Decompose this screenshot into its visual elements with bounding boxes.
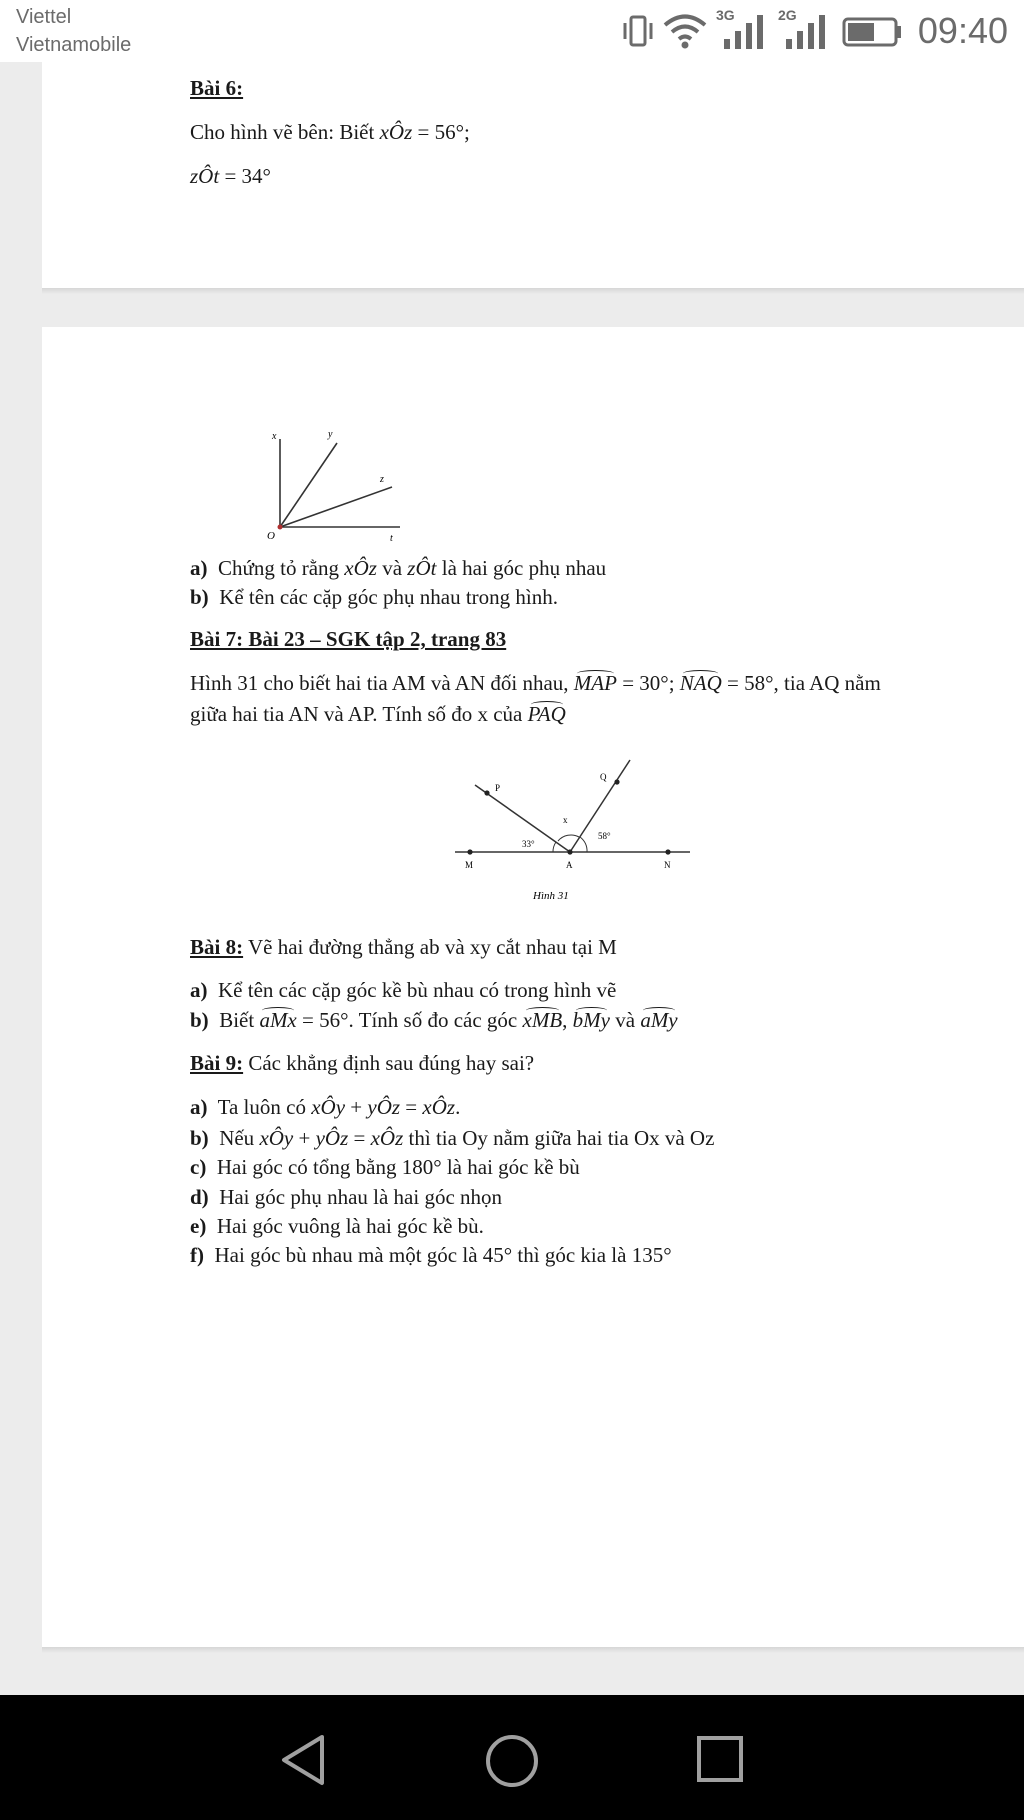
bai8-question-b [190, 1010, 678, 1031]
text: Kể tên các cặp góc phụ nhau trong hình. [219, 585, 558, 609]
label-x: x [272, 431, 277, 442]
recents-button[interactable] [694, 1733, 748, 1787]
text: Hai góc có tổng bằng 180° là hai góc kề bù [216, 1155, 580, 1179]
battery-icon [842, 11, 904, 51]
angle-zot: zÔt [407, 556, 437, 580]
label-58: 58° [598, 831, 611, 841]
point-n [665, 849, 670, 854]
marker: d) [190, 1185, 209, 1209]
angle-xoz: xÔz [379, 120, 413, 144]
text: Ta luôn có [217, 1095, 312, 1119]
angle-yoz: yÔz [367, 1095, 401, 1119]
label-a: A [566, 860, 573, 870]
text: = 58°, tia AQ nằm [721, 671, 881, 695]
text: . [455, 1095, 461, 1119]
bai6-title: Bài 6: [190, 76, 244, 100]
marker: c) [190, 1155, 207, 1179]
marker: e) [190, 1214, 207, 1238]
marker: b) [190, 585, 209, 609]
point-q [614, 779, 619, 784]
text: Hai góc bù nhau mà một góc là 45° thì góc kia là 135° [214, 1243, 672, 1267]
angle-xoz: xÔz [422, 1095, 456, 1119]
text: , [562, 1008, 573, 1032]
signal-2g-icon [776, 9, 830, 53]
text: = [348, 1126, 371, 1150]
text: giữa hai tia AN và AP. Tính số đo x của [190, 702, 528, 726]
marker: a) [190, 1095, 208, 1119]
text: Hình 31 cho biết hai tia AM và AN đối nhau, [190, 671, 574, 695]
marker: a) [190, 556, 208, 580]
bai7-figure [450, 755, 700, 910]
bai8-title-rest: Vẽ hai đường thẳng ab và xy cắt nhau tại M [243, 935, 617, 959]
angle-xoz: xÔz [370, 1126, 404, 1150]
label-m: M [465, 860, 474, 870]
bai6-intro [190, 122, 470, 143]
bai9-item-f [190, 1245, 672, 1266]
bai8-title-line [190, 937, 617, 958]
bai8-question-a [190, 980, 616, 1001]
bai9-title-line [190, 1053, 534, 1074]
home-button[interactable] [482, 1731, 542, 1791]
bai9-item-a [190, 1097, 460, 1118]
angle-paq: PAQ [527, 702, 566, 726]
angle-amy: aMy [640, 1008, 678, 1032]
point-m [467, 849, 472, 854]
bai7-title: Bài 7: Bài 23 – SGK tập 2, trang 83 [190, 627, 507, 651]
net-2g-label: 2G [778, 7, 797, 23]
angle-xmb: xMB [522, 1008, 563, 1032]
bai9-item-d [190, 1187, 502, 1208]
system-icons [620, 6, 904, 56]
label-p: P [495, 783, 501, 793]
text: Hai góc vuông là hai góc kề bù. [216, 1214, 484, 1238]
marker: a) [190, 978, 208, 1002]
text: Kể tên các cặp góc kề bù nhau có trong hình vẽ [218, 978, 617, 1002]
bai6-val-56: = 56°; [412, 120, 470, 144]
text: Hai góc phụ nhau là hai góc nhọn [219, 1185, 503, 1209]
bai6-val-34: = 34° [219, 164, 271, 188]
text: Nếu [219, 1126, 260, 1150]
label-o: O [267, 530, 275, 542]
bai6-question-a [190, 558, 606, 579]
figure-caption: Hình 31 [533, 890, 569, 902]
angle-zot: zÔt [190, 164, 220, 188]
status-bar [0, 0, 1024, 62]
text: + [345, 1095, 368, 1119]
angle-xoy: xÔy [259, 1126, 294, 1150]
text: = 56°. Tính số đo các góc [296, 1008, 523, 1032]
bai6-given-2 [190, 166, 271, 187]
angle-yoz: yÔz [315, 1126, 349, 1150]
bai9-title-rest: Các khẳng định sau đúng hay sai? [243, 1051, 535, 1075]
bai8-title: Bài 8: [190, 935, 244, 959]
bai6-intro-text: Cho hình vẽ bên: Biết [190, 120, 380, 144]
angle-xoy: xÔy [311, 1095, 346, 1119]
text: + [293, 1126, 316, 1150]
bai7-line-2 [190, 704, 566, 725]
bai9-title: Bài 9: [190, 1051, 244, 1075]
text: Biết [219, 1008, 260, 1032]
text: = [400, 1095, 423, 1119]
point-a [567, 849, 572, 854]
angle-xoz: xÔz [344, 556, 377, 580]
label-y: y [328, 429, 333, 440]
text: và [376, 556, 408, 580]
angle-map: MAP [573, 671, 617, 695]
bai6-question-b [190, 587, 558, 608]
home-icon [488, 1737, 536, 1785]
text: = 30°; [616, 671, 680, 695]
carrier-name-2: Vietnamobile [16, 34, 132, 56]
label-n: N [664, 860, 671, 870]
text: là hai góc phụ nhau [436, 556, 607, 580]
bai7-line-1 [190, 673, 881, 694]
point-o [278, 525, 283, 530]
angle-bmy: bMy [572, 1008, 610, 1032]
navigation-bar [0, 1695, 1024, 1820]
carrier-name-1: Viettel [16, 6, 72, 28]
label-t: t [390, 533, 393, 544]
vibrate-icon [620, 11, 656, 51]
wifi-icon [662, 11, 708, 51]
text: và [609, 1008, 641, 1032]
clock: 09:40 [917, 10, 1008, 51]
bai9-item-b [190, 1128, 714, 1149]
back-button[interactable] [278, 1733, 328, 1787]
page-shadow [42, 288, 1024, 294]
bai9-item-e [190, 1216, 484, 1237]
page-shadow [42, 1647, 1024, 1653]
angle-naq: NAQ [679, 671, 722, 695]
back-icon [284, 1737, 322, 1783]
marker: b) [190, 1126, 209, 1150]
bai9-item-c [190, 1157, 580, 1178]
label-z: z [380, 474, 384, 485]
text: thì tia Oy nằm giữa hai tia Ox và Oz [403, 1126, 715, 1150]
angle-amx: aMx [259, 1008, 297, 1032]
recents-icon [699, 1738, 741, 1780]
label-q: Q [600, 772, 607, 782]
label-x: x [563, 815, 568, 825]
label-33: 33° [522, 839, 535, 849]
marker: b) [190, 1008, 209, 1032]
signal-3g-icon [714, 9, 768, 53]
net-3g-label: 3G [716, 7, 735, 23]
point-p [484, 790, 489, 795]
marker: f) [190, 1243, 204, 1267]
bai6-figure [255, 425, 415, 545]
text: Chứng tỏ rằng [218, 556, 345, 580]
